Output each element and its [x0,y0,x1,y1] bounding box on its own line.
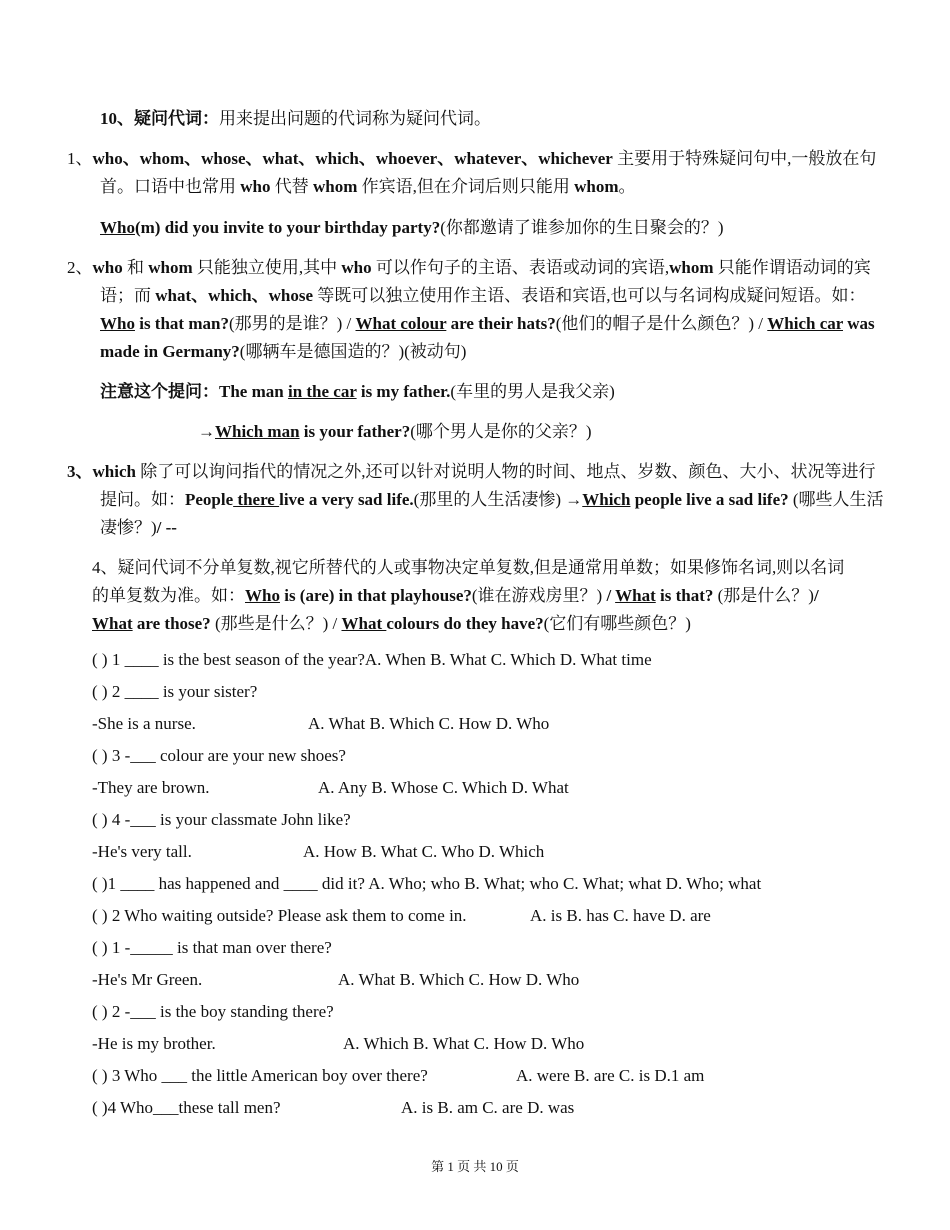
question-options: A. Which B. What C. How D. Who [343,1034,585,1053]
p1-text-1: 主要用于特殊疑问句中,一般放在句首。口语中也常用 [100,149,877,196]
example-1 [100,214,860,242]
p2-text-2: 只能独立使用,其中 [192,258,342,277]
p4-u1: Who [245,586,280,605]
question-text: ( ) 1 -_____ is that man over there? [92,938,332,957]
arrow-underlined: Which man [215,422,300,441]
question-options: A. What B. Which C. How D. Who [338,970,580,989]
p4-cn4: (它们有哪些颜色？) [543,614,691,633]
page-number-footer: 第 1 页 共 10 页 [431,1159,519,1174]
p1-text-4: 。 [618,177,636,196]
arrow-translation: (哪个男人是你的父亲？) [410,422,592,441]
p2-ex3-underlined: Which car [767,314,843,333]
paragraph-4 [92,554,860,638]
question-text: ( ) 3 Who ___ the little American boy over there? [92,1066,428,1085]
question-options: A. were B. are C. is D.1 am [516,1066,705,1085]
p2-ex2-underlined: What colour [355,314,447,333]
p2-ex1: is that man? [134,314,229,333]
p3-end: / -- [156,518,177,537]
p4-cn1: (谁在游戏房里？) [471,586,607,605]
answer-text: -He's very tall. [92,842,192,861]
p2-number: 2、 [67,258,93,277]
heading-desc: 用来提出问题的代词称为疑问代词。 [219,109,491,128]
p1-text-2: 代替 [270,177,313,196]
question-text: ( ) 4 -___ is your classmate John like? [92,810,351,829]
p3-translation-2: (哪些人生活凄惨？) [100,490,884,537]
p2-ex3-translation: (哪辆车是德国造的？)(被动句) [239,342,467,361]
p3-ex-b: live a very sad life. [279,490,414,509]
p2-wws: what、which、whose [155,286,313,305]
p4-b4: colours do they have? [386,614,544,633]
note-line [100,378,860,406]
question-line [92,742,862,770]
p4-cn3: (那些是什么？) / [210,614,342,633]
p3-ex-underlined: there [233,490,280,509]
question-line [92,678,862,706]
p2-ex3: was made in Germany? [100,314,875,361]
paragraph-2 [67,254,890,366]
p2-whom: whom [148,258,193,277]
heading-title: 10、疑问代词： [100,109,219,128]
p2-text-3: 可以作句子的主语、表语或动词的宾语, [371,258,670,277]
note-label: 注意这个提问： [100,382,219,401]
question-line [92,966,862,994]
question-text: ( ) 3 -___ colour are your new shoes? [92,746,346,765]
p2-text-5: 等既可以独立使用作主语、表语和宾语,也可以与名词构成疑问短语。如： [313,286,866,305]
p4-u2: What [615,586,656,605]
p3-ex2: people live a sad life? [630,490,789,509]
question-line [92,1062,862,1090]
p2-ex2: are their hats? [446,314,556,333]
arrow-icon: → [198,422,215,441]
question-line [92,998,862,1026]
question-options: A. Any B. Whose C. Which D. What [318,778,569,797]
answer-text: -He's Mr Green. [92,970,203,989]
ex1-text: (m) did you invite to your birthday party? [134,218,441,237]
question-line [92,646,862,674]
question-line [92,774,862,802]
p2-ex2-translation: (他们的帽子是什么颜色？) / [555,314,768,333]
arrow-text: is your father? [299,422,411,441]
p1-words: who、whom、whose、what、which、whoever、whatever、whichever [92,149,613,168]
p1-whom-2: whom [574,177,619,196]
question-line [92,902,862,930]
question-text: ( ) 2 -___ is the boy standing there? [92,1002,334,1021]
question-options: A. What B. Which C. How D. Who [308,714,550,733]
p3-number: 3、 [67,462,93,481]
p4-s1: / [606,586,616,605]
p4-s2: / [813,586,819,605]
question-text: ( )1 ____ has happened and ____ did it? A. Who; who B. What; who C. What; what D. Who; what [92,874,762,893]
question-text: ( ) 1 ____ is the best season of the year?A. When B. What C. Which D. What time [92,650,652,669]
question-options: A. How B. What C. Who D. Which [303,842,545,861]
p2-ex1-underlined: Who [100,314,135,333]
p3-ex2-underlined: Which [582,490,631,509]
paragraph-1 [67,145,890,201]
p1-who: who [240,177,271,196]
section-heading [100,105,860,133]
note-underlined: in the car [287,382,357,401]
question-line [92,806,862,834]
question-text: ( )4 Who___these tall men? [92,1098,281,1117]
p4-cn2: (那是什么？) [713,586,814,605]
note-text-b: is my father. [356,382,451,401]
ex1-translation: (你都邀请了谁参加你的生日聚会的？) [440,218,724,237]
p1-text-3: 作宾语,但在介词后则只能用 [357,177,575,196]
p1-number: 1、 [67,149,93,168]
p2-text-1: 和 [122,258,149,277]
note-text-a: The man [219,382,288,401]
question-line [92,934,862,962]
ex1-underlined: Who [100,218,135,237]
p3-arrow-icon: → [565,490,583,509]
p4-text: 4、疑问代词不分单复数,视它所替代的人或事物决定单复数,但是通常用单数；如果修饰名词,则以名词的单复数为准。如： [92,558,845,605]
question-line [92,1030,862,1058]
p4-u4: What [341,614,387,633]
arrow-line [198,418,858,446]
question-line [92,710,862,738]
p4-b2: is that? [655,586,714,605]
p2-who: who [92,258,123,277]
p3-ex-a: People [185,490,234,509]
question-line [92,838,862,866]
p2-ex1-translation: (那男的是谁？) / [228,314,356,333]
p2-who-2: who [341,258,372,277]
p3-which: which [92,462,136,481]
p4-b3: are those? [132,614,211,633]
p4-u3: What [92,614,133,633]
answer-text: -He is my brother. [92,1034,216,1053]
p1-whom: whom [312,177,358,196]
paragraph-3 [67,458,890,542]
answer-text: -She is a nurse. [92,714,196,733]
question-text: ( ) 2 ____ is your sister? [92,682,258,701]
p3-translation: (那里的人生活凄惨) [413,490,566,509]
question-options: A. is B. has C. have D. are [530,906,711,925]
question-options: A. is B. am C. are D. was [401,1098,575,1117]
p4-b1: is (are) in that playhouse? [279,586,472,605]
question-line [92,870,862,898]
question-line [92,1094,862,1122]
p2-text-4: 只能作谓语动词的宾语；而 [100,258,871,305]
answer-text: -They are brown. [92,778,210,797]
note-translation: (车里的男人是我父亲) [450,382,615,401]
question-text: ( ) 2 Who waiting outside? Please ask them to come in. [92,906,467,925]
p2-whom-2: whom [669,258,714,277]
p3-text-1: 除了可以询问指代的情况之外,还可以针对说明人物的时间、地点、岁数、颜色、大小、状况等进行提问。如： [100,462,876,509]
